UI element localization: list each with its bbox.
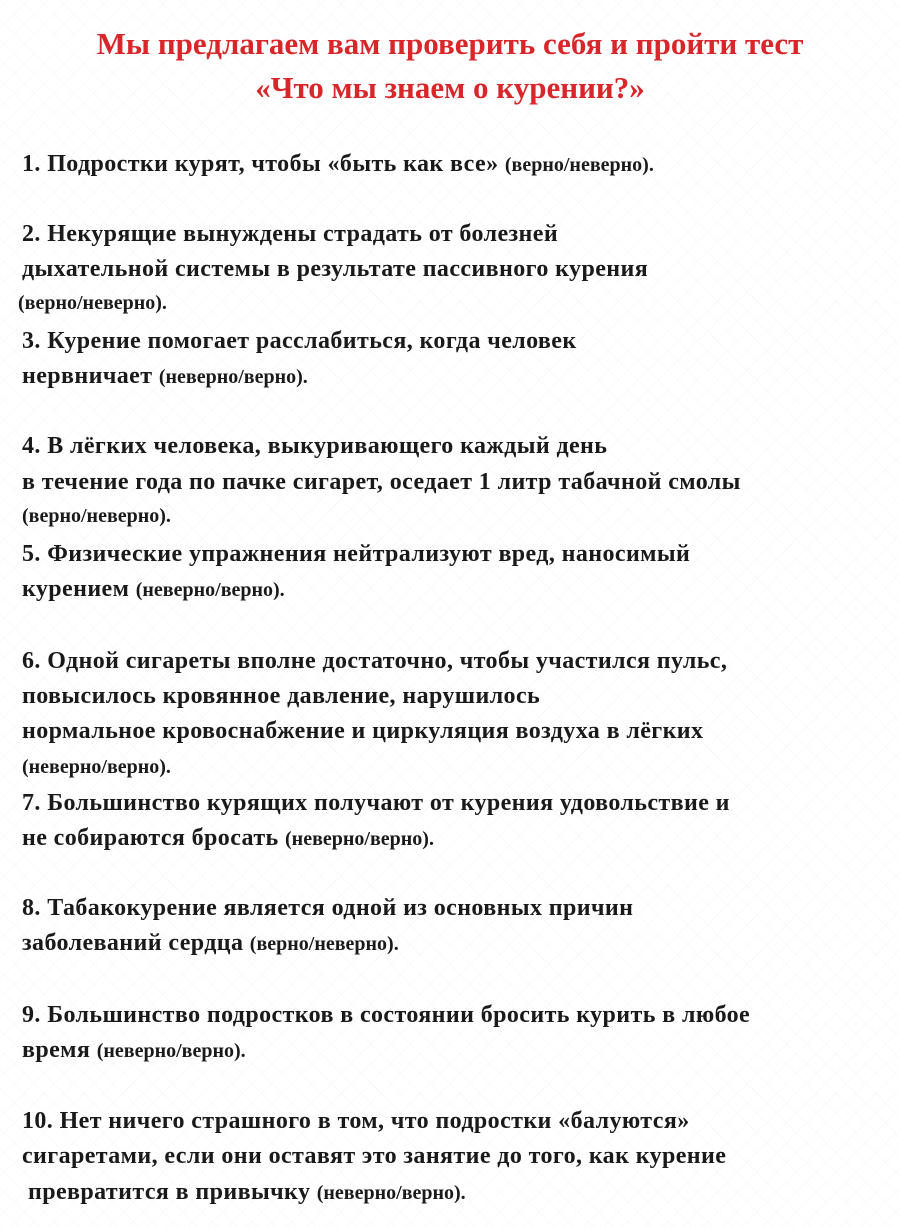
question-6-line-3: нормальное кровоснабжение и циркуляция воздуха в лёгких: [22, 718, 704, 744]
answer-option: (верно/неверно).: [249, 933, 399, 955]
question-10-line-3: превратится в привычку (неверно/верно).: [28, 1179, 466, 1205]
question-8-line-2: заболеваний сердца (верно/неверно).: [22, 930, 399, 956]
answer-option: (неверно/верно).: [22, 756, 171, 778]
question-4-line-1: 4. В лёгких человека, выкуривающего каждый день: [22, 433, 608, 459]
question-5-line-2: курением (неверно/верно).: [22, 576, 285, 602]
question-4-line-2: в течение года по пачке сигарет, оседает 1 литр табачной смолы: [22, 469, 741, 495]
page-title-line-1: Мы предлагаем вам проверить себя и пройти тест: [96, 26, 804, 61]
question-1: 1. Подростки курят, чтобы «быть как все» (верно/неверно).: [22, 151, 654, 177]
question-6-line-2: повысилось кровянное давление, нарушилось: [22, 683, 541, 709]
answer-option: (неверно/верно).: [96, 1040, 246, 1062]
question-9-line-2: время (неверно/верно).: [22, 1037, 246, 1063]
question-7-line-2: не собираются бросать (неверно/верно).: [22, 825, 434, 851]
answer-option: (неверно/верно).: [135, 579, 285, 601]
question-2-line-1: 2. Некурящие вынуждены страдать от болезней: [22, 221, 559, 247]
question-2-line-2: дыхательной системы в результате пассивного курения: [22, 256, 649, 282]
question-3-line-1: 3. Курение помогает расслабиться, когда человек: [22, 328, 577, 354]
question-8-line-1: 8. Табакокурение является одной из основных причин: [22, 895, 634, 921]
answer-option: (неверно/верно).: [158, 366, 308, 388]
question-9-line-1: 9. Большинство подростков в состоянии бросить курить в любое: [22, 1002, 751, 1028]
question-10-line-2: сигаретами, если они оставят это занятие до того, как курение: [22, 1143, 727, 1169]
question-3-line-2: нервничает (неверно/верно).: [22, 363, 308, 389]
answer-option: (неверно/верно).: [285, 828, 434, 850]
question-6-line-4: [22, 751, 171, 782]
question-2-line-3: [18, 287, 167, 318]
question-6-line-1: 6. Одной сигареты вполне достаточно, чтобы участился пульс,: [22, 648, 728, 674]
answer-option: (верно/неверно).: [18, 292, 167, 314]
question-7-line-1: 7. Большинство курящих получают от курения удовольствие и: [22, 790, 730, 816]
question-10-line-1: 10. Нет ничего страшного в том, что подростки «балуются»: [22, 1108, 690, 1134]
question-4-line-3: [22, 500, 171, 531]
answer-option: (верно/неверно).: [504, 154, 654, 176]
answer-option: (неверно/верно).: [316, 1182, 466, 1204]
question-5-line-1: 5. Физические упражнения нейтрализуют вред, наносимый: [22, 541, 691, 567]
page-title-line-2: «Что мы знаем о курении?»: [255, 70, 645, 105]
answer-option: (верно/неверно).: [22, 505, 171, 527]
